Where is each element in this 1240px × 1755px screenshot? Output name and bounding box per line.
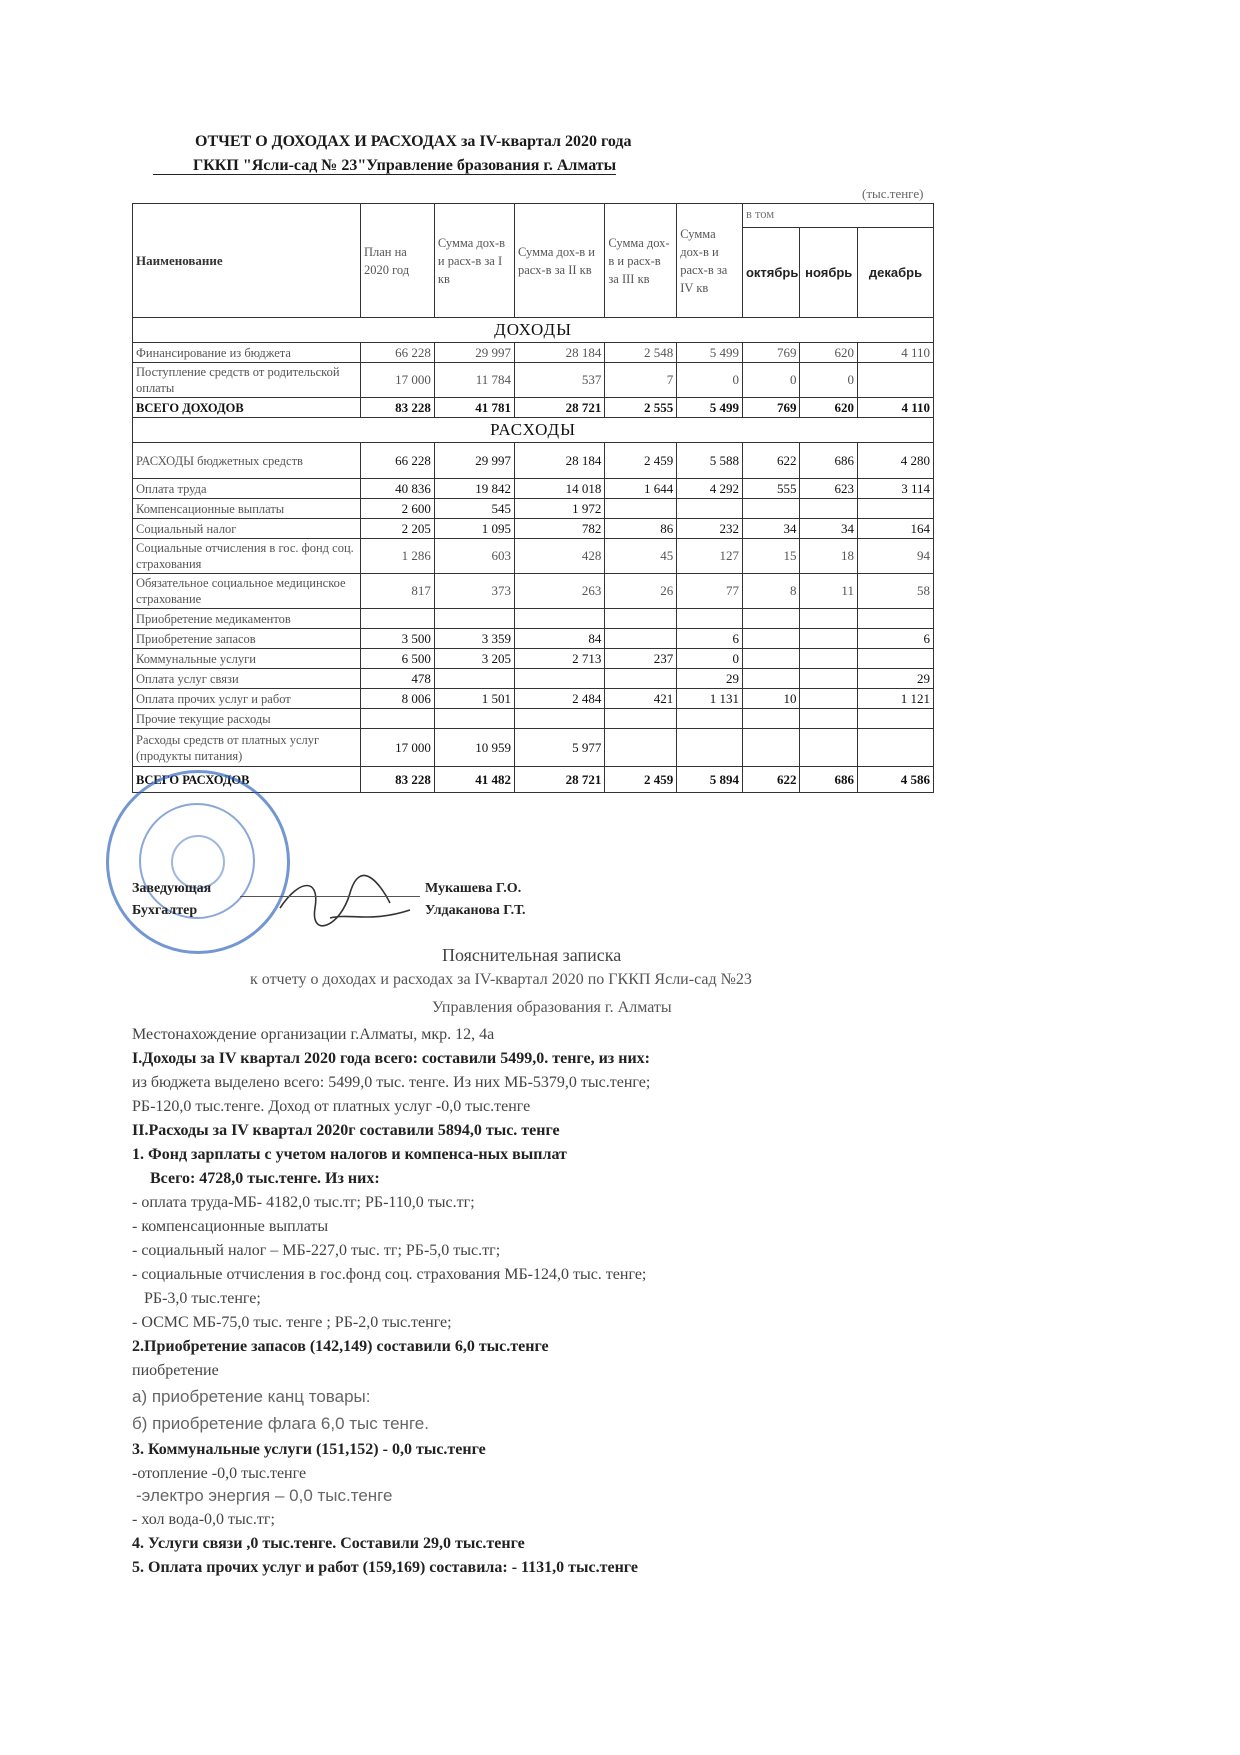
- cell-nov: [800, 649, 858, 669]
- cell-q3: [605, 629, 677, 649]
- accountant-role: Бухгалтер: [132, 903, 198, 918]
- cell-q3: 2 459: [605, 443, 677, 479]
- note-line: -отопление -0,0 тыс.тенге: [132, 1465, 307, 1482]
- cell-q4: 29: [677, 669, 743, 689]
- cell-q4: 0: [677, 649, 743, 669]
- cell-q1: 603: [434, 539, 514, 574]
- cell-dec: 4 280: [857, 443, 933, 479]
- cell-nov: 18: [800, 539, 858, 574]
- row-label: ВСЕГО ДОХОДОВ: [133, 398, 361, 418]
- cell-q4: 5 588: [677, 443, 743, 479]
- table-row: [133, 729, 934, 767]
- note-line: 2.Приобретение запасов (142,149) составили 6,0 тыс.тенге: [132, 1338, 549, 1355]
- note-line: - социальные отчисления в гос.фонд соц. страхования МБ-124,0 тыс. тенге;: [132, 1266, 647, 1283]
- note-line: I.Доходы за IV квартал 2020 года всего: составили 5499,0. тенге, из них:: [132, 1050, 650, 1067]
- cell-dec: 29: [857, 669, 933, 689]
- cell-q2: [515, 709, 605, 729]
- cell-q2: [515, 669, 605, 689]
- note-line: а) приобретение канц товары:: [132, 1387, 371, 1406]
- cell-q2: 14 018: [515, 479, 605, 499]
- cell-q3: 421: [605, 689, 677, 709]
- cell-q3: 45: [605, 539, 677, 574]
- cell-dec: 58: [857, 574, 933, 609]
- note-line: Местонахождение организации г.Алматы, мкр. 12, 4а: [132, 1026, 495, 1043]
- row-label: Коммунальные услуги: [133, 649, 361, 669]
- cell-q2: 28 184: [515, 443, 605, 479]
- cell-oct: [742, 709, 800, 729]
- cell-q3: 237: [605, 649, 677, 669]
- note-line: 4. Услуги связи ,0 тыс.тенге. Составили 29,0 тыс.тенге: [132, 1535, 525, 1552]
- cell-nov: [800, 729, 858, 767]
- row-label: Расходы средств от платных услуг (продукты питания): [133, 729, 361, 767]
- cell-oct: 622: [742, 767, 800, 793]
- row-label: РАСХОДЫ бюджетных средств: [133, 443, 361, 479]
- head-name: Мукашева Г.О.: [425, 881, 522, 896]
- cell-oct: 10: [742, 689, 800, 709]
- cell-oct: 15: [742, 539, 800, 574]
- cell-oct: [742, 669, 800, 689]
- cell-dec: 6: [857, 629, 933, 649]
- expense-rows: [133, 443, 934, 767]
- cell-q3: 86: [605, 519, 677, 539]
- table-row: [133, 609, 934, 629]
- cell-plan: 2 205: [360, 519, 434, 539]
- cell-nov: [800, 669, 858, 689]
- cell-q1: 29 997: [434, 343, 514, 363]
- cell-plan: 66 228: [360, 343, 434, 363]
- cell-q4: 5 499: [677, 343, 743, 363]
- cell-q1: 10 959: [434, 729, 514, 767]
- row-label: Поступление средств от родительской оплаты: [133, 363, 361, 398]
- table-row: [133, 574, 934, 609]
- cell-nov: 623: [800, 479, 858, 499]
- cell-plan: 817: [360, 574, 434, 609]
- cell-q2: 1 972: [515, 499, 605, 519]
- cell-q4: 5 499: [677, 398, 743, 418]
- cell-oct: 34: [742, 519, 800, 539]
- cell-q3: 2 459: [605, 767, 677, 793]
- row-label: Социальные отчисления в гос. фонд соц. страхования: [133, 539, 361, 574]
- cell-oct: [742, 499, 800, 519]
- row-label: ВСЕГО РАСХОДОВ: [133, 767, 361, 793]
- cell-dec: [857, 729, 933, 767]
- cell-dec: [857, 363, 933, 398]
- note-line: РБ-120,0 тыс.тенге. Доход от платных услуг -0,0 тыс.тенге: [132, 1098, 531, 1115]
- accountant-name: Улдаканова Г.Т.: [425, 903, 526, 918]
- row-label: Приобретение запасов: [133, 629, 361, 649]
- header-nov: ноябрь: [800, 228, 858, 318]
- table-row: [133, 629, 934, 649]
- header-vtom: в том: [742, 204, 933, 228]
- report-title: ОТЧЕТ О ДОХОДАХ И РАСХОДАХ за IV-квартал 2020 года: [195, 133, 632, 150]
- report-subtitle: [193, 157, 616, 175]
- row-label: Приобретение медикаментов: [133, 609, 361, 629]
- cell-plan: 6 500: [360, 649, 434, 669]
- cell-q1: [434, 669, 514, 689]
- cell-q2: 782: [515, 519, 605, 539]
- cell-q2: 28 721: [515, 398, 605, 418]
- cell-q3: [605, 729, 677, 767]
- cell-nov: 34: [800, 519, 858, 539]
- row-label: Обязательное социальное медицинское страхование: [133, 574, 361, 609]
- header-q1: Сумма дох-в и расх-в за I кв: [434, 204, 514, 318]
- cell-nov: 11: [800, 574, 858, 609]
- cell-nov: 620: [800, 398, 858, 418]
- cell-q2: 28 184: [515, 343, 605, 363]
- table-row: [133, 709, 934, 729]
- cell-q2: 84: [515, 629, 605, 649]
- cell-nov: 686: [800, 443, 858, 479]
- cell-q1: 3 359: [434, 629, 514, 649]
- cell-plan: 40 836: [360, 479, 434, 499]
- cell-nov: [800, 709, 858, 729]
- cell-dec: [857, 609, 933, 629]
- cell-q2: 2 484: [515, 689, 605, 709]
- cell-q1: 1 095: [434, 519, 514, 539]
- cell-nov: 0: [800, 363, 858, 398]
- cell-dec: 94: [857, 539, 933, 574]
- cell-q4: [677, 729, 743, 767]
- row-label: Оплата прочих услуг и работ: [133, 689, 361, 709]
- note-line: -электро энергия – 0,0 тыс.тенге: [136, 1486, 393, 1505]
- cell-plan: 2 600: [360, 499, 434, 519]
- cell-nov: [800, 499, 858, 519]
- cell-q1: 1 501: [434, 689, 514, 709]
- note-line: Всего: 4728,0 тыс.тенге. Из них:: [150, 1170, 380, 1187]
- head-role: Заведующая: [132, 881, 212, 896]
- header-dec: декабрь: [857, 228, 933, 318]
- cell-oct: [742, 729, 800, 767]
- cell-q2: 2 713: [515, 649, 605, 669]
- cell-q1: [434, 709, 514, 729]
- header-oct: октябрь: [742, 228, 800, 318]
- cell-q4: 4 292: [677, 479, 743, 499]
- cell-plan: 1 286: [360, 539, 434, 574]
- table-row: [133, 499, 934, 519]
- cell-q1: [434, 609, 514, 629]
- cell-q1: 19 842: [434, 479, 514, 499]
- cell-dec: 1 121: [857, 689, 933, 709]
- note-line: 5. Оплата прочих услуг и работ (159,169) составила: - 1131,0 тыс.тенге: [132, 1559, 638, 1576]
- cell-oct: 769: [742, 398, 800, 418]
- note-line: - социальный налог – МБ-227,0 тыс. тг; РБ-5,0 тыс.тг;: [132, 1242, 501, 1259]
- cell-q3: 2 555: [605, 398, 677, 418]
- cell-q2: 263: [515, 574, 605, 609]
- cell-q2: 28 721: [515, 767, 605, 793]
- signature-scribble: [270, 868, 430, 938]
- cell-q4: 6: [677, 629, 743, 649]
- cell-q3: [605, 609, 677, 629]
- cell-plan: 17 000: [360, 363, 434, 398]
- row-label: Социальный налог: [133, 519, 361, 539]
- header-q3: Сумма дох-в и расх-в за III кв: [605, 204, 677, 318]
- cell-q4: 77: [677, 574, 743, 609]
- note-subtitle-2: Управления образования г. Алматы: [432, 999, 672, 1016]
- note-line: б) приобретение флага 6,0 тыс тенге.: [132, 1414, 429, 1433]
- cell-dec: 4 110: [857, 398, 933, 418]
- cell-nov: [800, 689, 858, 709]
- cell-plan: 8 006: [360, 689, 434, 709]
- header-q2: Сумма дох-в и расх-в за II кв: [515, 204, 605, 318]
- cell-oct: 8: [742, 574, 800, 609]
- cell-q4: [677, 709, 743, 729]
- expense-section-title: РАСХОДЫ: [133, 418, 934, 443]
- cell-q3: [605, 669, 677, 689]
- cell-q3: 1 644: [605, 479, 677, 499]
- table-row: [133, 649, 934, 669]
- cell-q3: [605, 709, 677, 729]
- report-table: [132, 203, 934, 793]
- header-name: Наименование: [133, 204, 361, 318]
- cell-oct: 0: [742, 363, 800, 398]
- cell-q4: 127: [677, 539, 743, 574]
- cell-dec: [857, 709, 933, 729]
- row-label: Компенсационные выплаты: [133, 499, 361, 519]
- note-subtitle: к отчету о доходах и расходах за IV-квартал 2020 по ГККП Ясли-сад №23: [250, 971, 752, 988]
- cell-q3: 7: [605, 363, 677, 398]
- cell-nov: [800, 629, 858, 649]
- cell-q1: 545: [434, 499, 514, 519]
- table-row: [133, 443, 934, 479]
- cell-nov: 686: [800, 767, 858, 793]
- head-sign-line: [240, 896, 420, 897]
- cell-oct: [742, 609, 800, 629]
- cell-q1: 29 997: [434, 443, 514, 479]
- cell-q1: 3 205: [434, 649, 514, 669]
- cell-oct: 769: [742, 343, 800, 363]
- cell-plan: 17 000: [360, 729, 434, 767]
- cell-q3: 26: [605, 574, 677, 609]
- cell-q4: 0: [677, 363, 743, 398]
- cell-oct: [742, 649, 800, 669]
- cell-oct: 622: [742, 443, 800, 479]
- cell-q2: [515, 609, 605, 629]
- cell-oct: [742, 629, 800, 649]
- header-q4: Сумма дох-в и расх-в за IV кв: [677, 204, 743, 318]
- cell-dec: [857, 649, 933, 669]
- note-line: II.Расходы за IV квартал 2020г составили 5894,0 тыс. тенге: [132, 1122, 560, 1139]
- row-label: Оплата услуг связи: [133, 669, 361, 689]
- cell-q4: [677, 499, 743, 519]
- header-plan: План на 2020 год: [360, 204, 434, 318]
- table-row: [133, 519, 934, 539]
- cell-dec: [857, 499, 933, 519]
- cell-dec: 4 110: [857, 343, 933, 363]
- income-total-row: [133, 398, 934, 418]
- row-label: Финансирование из бюджета: [133, 343, 361, 363]
- income-section-title: ДОХОДЫ: [133, 318, 934, 343]
- note-line: 3. Коммунальные услуги (151,152) - 0,0 тыс.тенге: [132, 1441, 486, 1458]
- cell-q2: 428: [515, 539, 605, 574]
- cell-plan: 3 500: [360, 629, 434, 649]
- cell-plan: 83 228: [360, 767, 434, 793]
- row-label: Оплата труда: [133, 479, 361, 499]
- cell-dec: 3 114: [857, 479, 933, 499]
- note-line: из бюджета выделено всего: 5499,0 тыс. тенге. Из них МБ-5379,0 тыс.тенге;: [132, 1074, 651, 1091]
- cell-q1: 373: [434, 574, 514, 609]
- table-row: [133, 343, 934, 363]
- note-line: - ОСМС МБ-75,0 тыс. тенге ; РБ-2,0 тыс.тенге;: [132, 1314, 452, 1331]
- cell-plan: [360, 709, 434, 729]
- cell-q3: 2 548: [605, 343, 677, 363]
- note-line: - оплата труда-МБ- 4182,0 тыс.тг; РБ-110,0 тыс.тг;: [132, 1194, 475, 1211]
- cell-q1: 41 781: [434, 398, 514, 418]
- cell-q1: 11 784: [434, 363, 514, 398]
- cell-dec: 164: [857, 519, 933, 539]
- round-seal: [106, 770, 290, 954]
- cell-q4: [677, 609, 743, 629]
- cell-plan: 66 228: [360, 443, 434, 479]
- table-row: [133, 539, 934, 574]
- table-row: [133, 669, 934, 689]
- note-title: Пояснительная записка: [442, 945, 622, 965]
- cell-nov: 620: [800, 343, 858, 363]
- report-subtitle-text: ГККП "Ясли-сад № 23"Управление бразования г. Алматы: [153, 157, 616, 175]
- table-row: [133, 689, 934, 709]
- cell-nov: [800, 609, 858, 629]
- cell-dec: 4 586: [857, 767, 933, 793]
- table-row: [133, 479, 934, 499]
- units-label: (тыс.тенге): [862, 186, 924, 201]
- cell-q4: 5 894: [677, 767, 743, 793]
- cell-q2: 537: [515, 363, 605, 398]
- cell-plan: 478: [360, 669, 434, 689]
- note-line: 1. Фонд зарплаты с учетом налогов и компенса-ных выплат: [132, 1146, 567, 1163]
- table-row: [133, 363, 934, 398]
- income-rows: [133, 343, 934, 398]
- cell-q1: 41 482: [434, 767, 514, 793]
- note-line: РБ-3,0 тыс.тенге;: [144, 1290, 261, 1307]
- cell-oct: 555: [742, 479, 800, 499]
- cell-plan: [360, 609, 434, 629]
- cell-plan: 83 228: [360, 398, 434, 418]
- note-line: пиобретение: [132, 1362, 219, 1379]
- cell-q4: 232: [677, 519, 743, 539]
- note-line: - компенсационные выплаты: [132, 1218, 329, 1235]
- row-label: Прочие текущие расходы: [133, 709, 361, 729]
- cell-q2: 5 977: [515, 729, 605, 767]
- note-line: - хол вода-0,0 тыс.тг;: [132, 1511, 275, 1528]
- cell-q4: 1 131: [677, 689, 743, 709]
- cell-q3: [605, 499, 677, 519]
